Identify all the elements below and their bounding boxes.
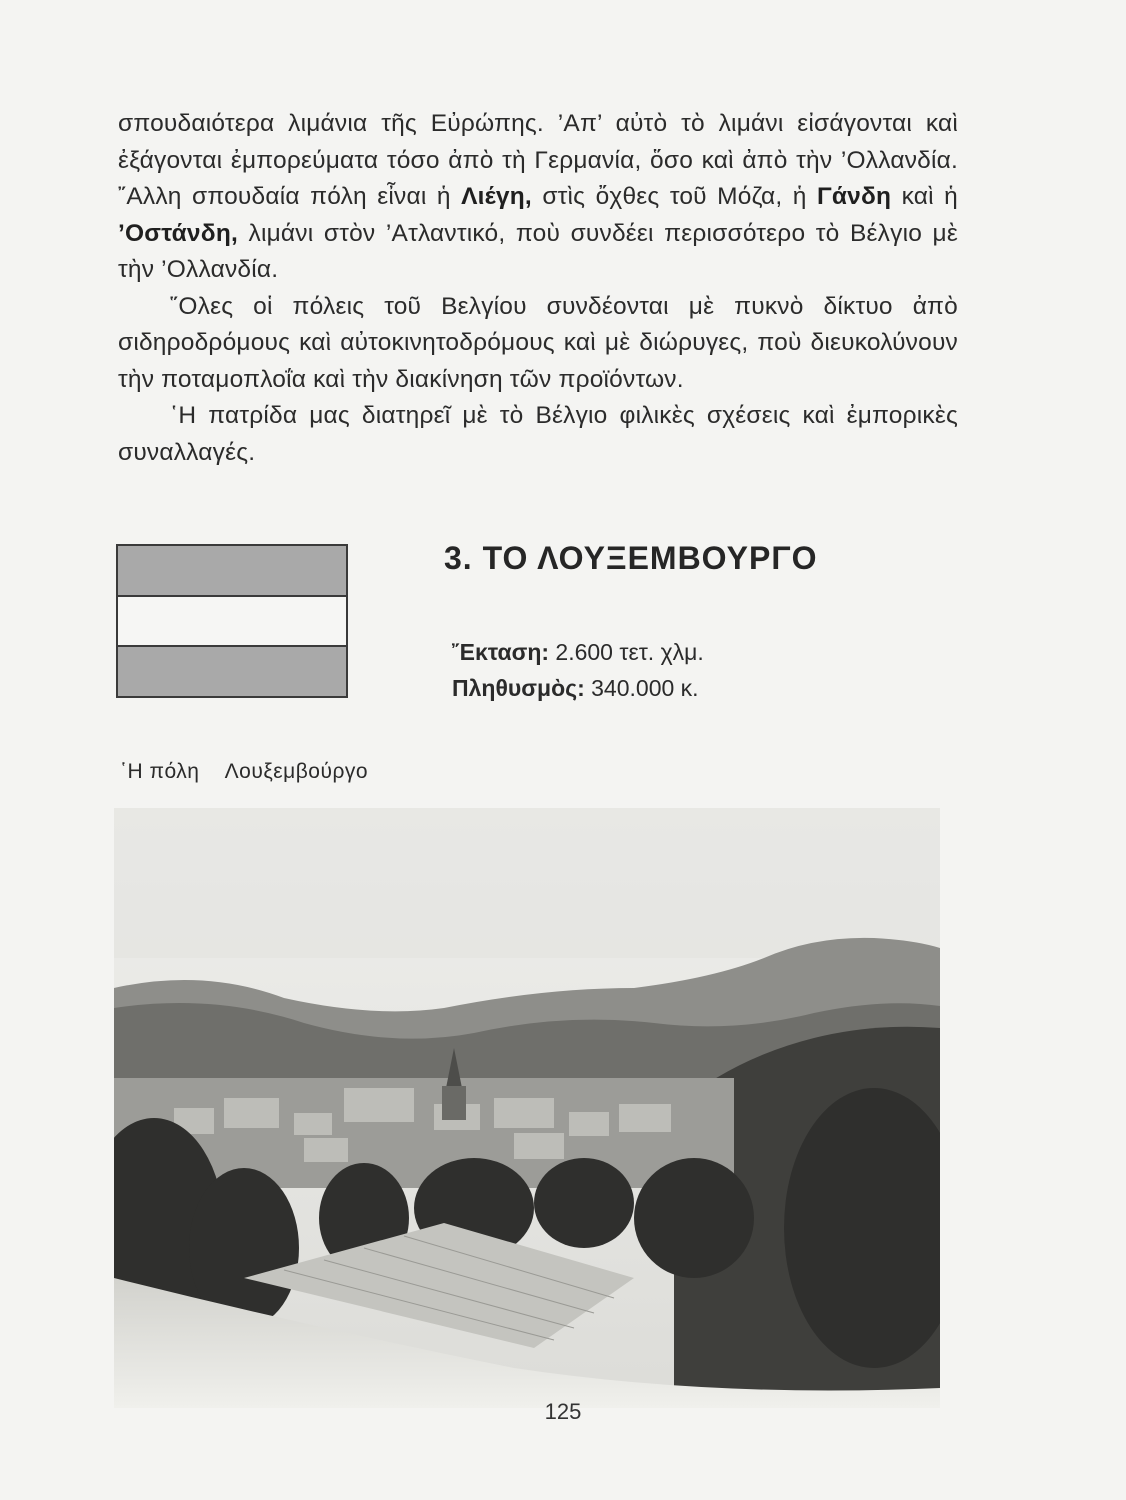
luxembourg-flag (116, 544, 348, 698)
bold-term: ’Οστάνδη, (118, 219, 238, 247)
text-run: λιμάνι στὸν ’Ατλαντικό, ποὺ συνδέει περισσότερο τὸ Βέλγιο μὲ τὴν ’Ολλανδία. (118, 219, 958, 283)
body-paragraph (118, 106, 958, 289)
bold-term: Γάνδη (816, 183, 892, 210)
body-paragraph (118, 398, 958, 471)
area-label: ῎Εκταση: (452, 639, 550, 665)
population-label: Πληθυσμὸς: (452, 675, 585, 701)
flag-top-stripe (118, 546, 346, 597)
country-stats (452, 634, 704, 706)
flag-bottom-stripe (118, 645, 346, 696)
photo-caption (120, 760, 388, 784)
population-row (452, 670, 704, 706)
area-row (452, 634, 704, 670)
caption-part1: ῾Η πόλη (120, 760, 200, 783)
body-paragraph (118, 289, 958, 399)
luxembourg-landscape-image (114, 808, 940, 1408)
text-run: ῾Η πατρίδα μας διατηρεῖ μὲ τὸ Βέλγιο φιλικὲς σχέσεις καὶ ἐμπορικὲς συναλλαγές. (118, 402, 958, 466)
flag-middle-stripe (118, 597, 346, 646)
text-run: στὶς ὄχθες τοῦ Μόζα, ἡ (531, 183, 817, 210)
text-run: καὶ ἡ (891, 183, 958, 210)
body-text (118, 106, 958, 471)
text-run: ῞Ολες οἱ πόλεις τοῦ Βελγίου συνδέονται μὲ πυκνὸ δίκτυο ἀπὸ σιδηροδρόμους καὶ αὐτοκινητοδρόμους καὶ μὲ διώρυγες, ποὺ διευκολύνουν τὴν ποταμοπλοΐα καὶ τὴν διακίνηση τῶν προϊόντων. (118, 292, 958, 393)
page-number: 125 (544, 1399, 582, 1424)
area-value: 2.600 τετ. χλμ. (555, 639, 704, 665)
section-heading: 3. ΤΟ ΛΟΥΞΕΜΒΟΥΡΓΟ (444, 540, 818, 576)
caption-part2: Λουξεμβούργο (224, 760, 369, 783)
population-value: 340.000 κ. (591, 675, 699, 701)
city-photo (114, 808, 940, 1408)
text-run: σπουδαιότερα λιμάνια τῆς Εὐρώπης. ’Απ’ αὐτὸ τὸ λιμάνι εἰσάγονται καὶ ἐξάγονται ἐμπορεύματα τόσο ἀπὸ τὴ Γερμανία, ὅσο καὶ ἀπὸ τὴν ’Ολλανδία. ῎Αλλη σπουδαία πόλη εἶναι ἡ (118, 110, 958, 210)
bold-term: Λιέγη, (461, 183, 532, 210)
